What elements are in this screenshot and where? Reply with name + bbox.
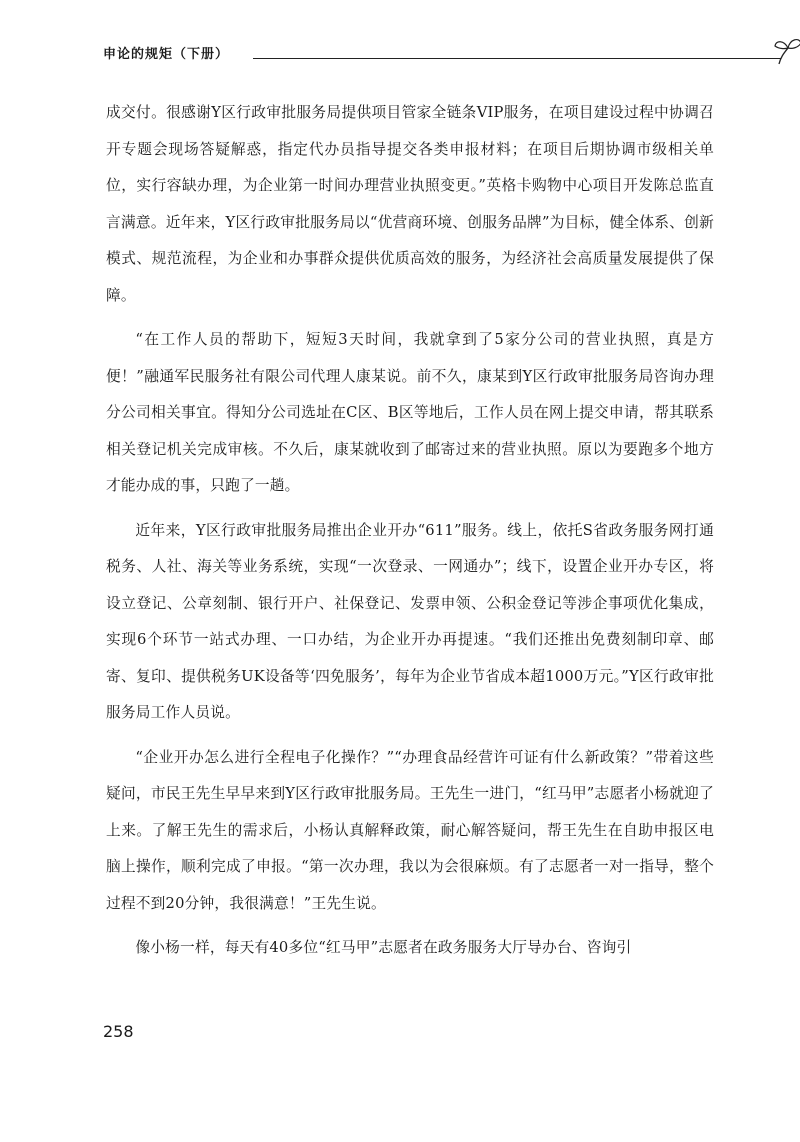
page-number: 258: [103, 1022, 134, 1041]
header-rule: [253, 58, 781, 59]
body-text: [106, 95, 714, 975]
book-title: 申论的规矩（下册）: [103, 47, 230, 62]
paragraph: 像小杨一样，每天有40多位“红马甲”志愿者在政务服务大厅导办台、咨询引: [135, 939, 632, 956]
paragraph-continuation: 成交付。很感谢Y区行政审批服务局提供项目管家全链条VIP服务，在项目建设过程中协调召开专题会现场答疑解惑，指定代办员指导提交各类申报材料；在项目后期协调市级相关单位，实行容缺办理，为企业第一时间办理营业执照变更。”英格卡购物中心项目开发陈总监直言满意。近年来，Y区行政审批服务局以“优营商环境、创服务品牌”为目标，健全体系、创新模式、规范流程，为企业和办事群众提供优质高效的服务，为经济社会高质量发展提供了保障。: [106, 104, 714, 304]
running-header: [103, 42, 703, 68]
paragraph: “在工作人员的帮助下，短短3天时间，我就拿到了5家分公司的营业执照，真是方便！”融通军民服务社有限公司代理人康某说。前不久，康某到Y区行政审批服务局咨询办理分公司相关事宜。得知分公司选址在C区、B区等地后，工作人员在网上提交申请，帮其联系相关登记机关完成审核。不久后，康某就收到了邮寄过来的营业执照。原以为要跑多个地方才能办成的事，只跑了一趟。: [106, 331, 714, 494]
sprout-icon: [773, 34, 800, 66]
paragraph: 近年来，Y区行政审批服务局推出企业开办“611”服务。线上，依托S省政务服务网打通税务、人社、海关等业务系统，实现“一次登录、一网通办”；线下，设置企业开办专区，将设立登记、公章刻制、银行开户、社保登记、发票申领、公积金登记等涉企事项优化集成，实现6个环节一站式办理、一口办结，为企业开办再提速。“我们还推出免费刻制印章、邮寄、复印、提供税务UK设备等‘四免服务’，每年为企业节省成本超1000万元。”Y区行政审批服务局工作人员说。: [106, 521, 714, 721]
paragraph: “企业开办怎么进行全程电子化操作？”“办理食品经营许可证有什么新政策？”带着这些疑问，市民王先生早早来到Y区行政审批服务局。王先生一进门，“红马甲”志愿者小杨就迎了上来。了解王先生的需求后，小杨认真解释政策，耐心解答疑问，帮王先生在自助申报区电脑上操作，顺利完成了申报。“第一次办理，我以为会很麻烦。有了志愿者一对一指导，整个过程不到20分钟，我很满意！”王先生说。: [106, 748, 714, 912]
